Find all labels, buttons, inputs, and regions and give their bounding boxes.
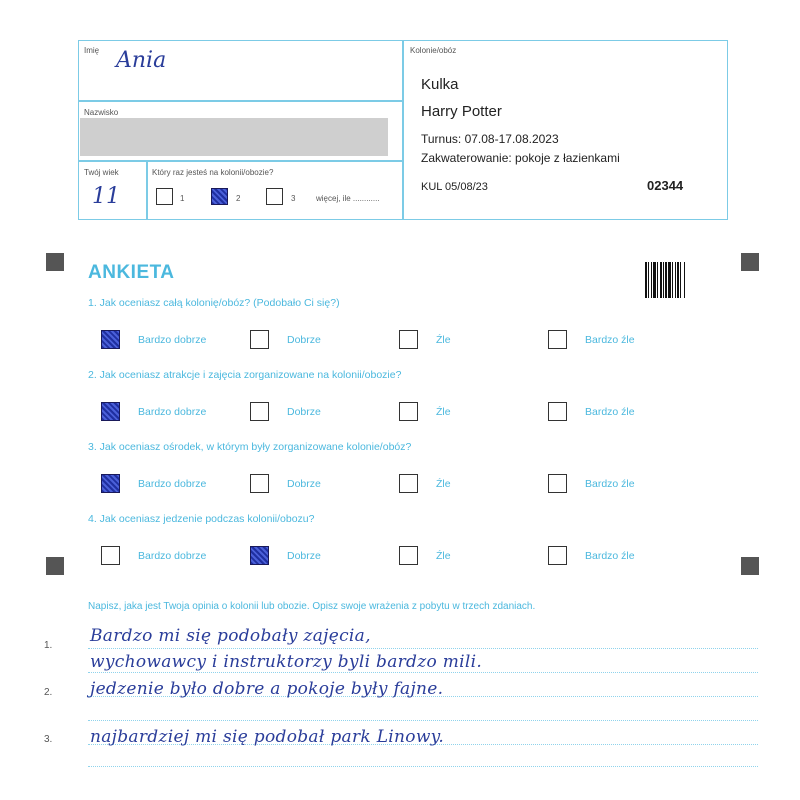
question-2-checkbox-3[interactable] bbox=[399, 402, 418, 421]
question-3-option-label-3: Źle bbox=[436, 478, 451, 490]
question-4-checkbox-2[interactable] bbox=[250, 546, 269, 565]
camp-code: KUL 05/08/23 bbox=[421, 181, 488, 193]
question-2-checkbox-1[interactable] bbox=[101, 402, 120, 421]
opinion-line bbox=[88, 766, 758, 767]
registration-mark-top-right bbox=[741, 253, 759, 271]
question-3-option-label-2: Dobrze bbox=[287, 478, 321, 490]
ktory-raz-option-2: 2 bbox=[236, 194, 241, 203]
opinion-line bbox=[88, 648, 758, 649]
camp-name: Kulka bbox=[421, 76, 459, 93]
ktory-raz-option-1: 1 bbox=[180, 194, 185, 203]
question-1-checkbox-3[interactable] bbox=[399, 330, 418, 349]
question-3-option-label-1: Bardzo dobrze bbox=[138, 478, 207, 490]
barcode-bar bbox=[685, 262, 687, 298]
ktory-raz-checkbox-3[interactable] bbox=[266, 188, 283, 205]
question-1-checkbox-2[interactable] bbox=[250, 330, 269, 349]
question-4-option-label-1: Bardzo dobrze bbox=[138, 550, 207, 562]
question-3-checkbox-2[interactable] bbox=[250, 474, 269, 493]
question-1-option-label-3: Źle bbox=[436, 334, 451, 346]
registration-mark-bottom-right bbox=[741, 557, 759, 575]
ktory-raz-label: Który raz jesteś na kolonii/obozie? bbox=[152, 168, 274, 177]
opinion-handwritten-line-3[interactable]: jedzenie było dobre a pokoje były fajne. bbox=[90, 679, 444, 699]
opinion-handwritten-line-2[interactable]: wychowawcy i instruktorzy byli bardzo mili. bbox=[90, 652, 483, 672]
survey-title: ANKIETA bbox=[88, 262, 175, 283]
line-number-3: 3. bbox=[44, 734, 53, 745]
header-divider-surname bbox=[78, 160, 403, 162]
question-4-text: 4. Jak oceniasz jedzenie podczas kolonii/obozu? bbox=[88, 513, 315, 525]
nazwisko-label: Nazwisko bbox=[84, 108, 119, 117]
opinion-handwritten-line-1[interactable]: Bardzo mi się podobały zajęcia, bbox=[90, 626, 371, 646]
question-1-option-label-1: Bardzo dobrze bbox=[138, 334, 207, 346]
question-1-text: 1. Jak oceniasz całą kolonię/obóz? (Podobało Ci się?) bbox=[88, 297, 340, 309]
question-2-option-label-3: Źle bbox=[436, 406, 451, 418]
question-3-checkbox-1[interactable] bbox=[101, 474, 120, 493]
camp-theme: Harry Potter bbox=[421, 103, 502, 120]
ktory-raz-checkbox-1[interactable] bbox=[156, 188, 173, 205]
question-1-checkbox-1[interactable] bbox=[101, 330, 120, 349]
question-3-checkbox-3[interactable] bbox=[399, 474, 418, 493]
question-4-checkbox-3[interactable] bbox=[399, 546, 418, 565]
header-divider-age bbox=[146, 160, 148, 220]
question-2-checkbox-2[interactable] bbox=[250, 402, 269, 421]
question-2-option-label-1: Bardzo dobrze bbox=[138, 406, 207, 418]
question-4-checkbox-1[interactable] bbox=[101, 546, 120, 565]
ktory-raz-checkbox-2[interactable] bbox=[211, 188, 228, 205]
question-4-option-label-2: Dobrze bbox=[287, 550, 321, 562]
registration-mark-bottom-left bbox=[46, 557, 64, 575]
question-2-checkbox-4[interactable] bbox=[548, 402, 567, 421]
header-divider-name bbox=[78, 100, 403, 102]
imie-value[interactable]: Ania bbox=[116, 48, 167, 73]
question-1-option-label-4: Bardzo źle bbox=[585, 334, 635, 346]
barcode bbox=[645, 262, 701, 298]
question-3-checkbox-4[interactable] bbox=[548, 474, 567, 493]
question-4-option-label-4: Bardzo źle bbox=[585, 550, 635, 562]
question-1-option-label-2: Dobrze bbox=[287, 334, 321, 346]
question-3-text: 3. Jak oceniasz ośrodek, w którym były zorganizowane kolonie/obóz? bbox=[88, 441, 412, 453]
turnus: Turnus: 07.08-17.08.2023 bbox=[421, 132, 559, 146]
registration-mark-top-left bbox=[46, 253, 64, 271]
question-3-option-label-4: Bardzo źle bbox=[585, 478, 635, 490]
ktory-raz-option-3: 3 bbox=[291, 194, 296, 203]
header-divider-vertical bbox=[402, 40, 404, 220]
opinion-prompt: Napisz, jaka jest Twoja opinia o kolonii lub obozie. Opisz swoje wrażenia z pobytu w trzech zdaniach. bbox=[88, 601, 536, 612]
question-2-option-label-2: Dobrze bbox=[287, 406, 321, 418]
zakwaterowanie: Zakwaterowanie: pokoje z łazienkami bbox=[421, 151, 620, 165]
imie-label: Imię bbox=[84, 46, 100, 55]
wiek-label: Twój wiek bbox=[84, 168, 119, 177]
wiek-value[interactable]: 11 bbox=[92, 184, 120, 209]
nazwisko-redacted bbox=[80, 118, 388, 156]
opinion-line bbox=[88, 672, 758, 673]
opinion-handwritten-line-4[interactable]: najbardziej mi się podobał park Linowy. bbox=[90, 727, 445, 747]
question-4-checkbox-4[interactable] bbox=[548, 546, 567, 565]
form-number: 02344 bbox=[647, 178, 684, 193]
question-2-option-label-4: Bardzo źle bbox=[585, 406, 635, 418]
question-4-option-label-3: Źle bbox=[436, 550, 451, 562]
kolonie-label: Kolonie/obóz bbox=[410, 46, 457, 55]
ktory-raz-more: więcej, ile ............ bbox=[316, 194, 380, 203]
question-1-checkbox-4[interactable] bbox=[548, 330, 567, 349]
line-number-2: 2. bbox=[44, 687, 53, 698]
question-2-text: 2. Jak oceniasz atrakcje i zajęcia zorganizowane na kolonii/obozie? bbox=[88, 369, 402, 381]
opinion-line bbox=[88, 720, 758, 721]
line-number-1: 1. bbox=[44, 640, 53, 651]
